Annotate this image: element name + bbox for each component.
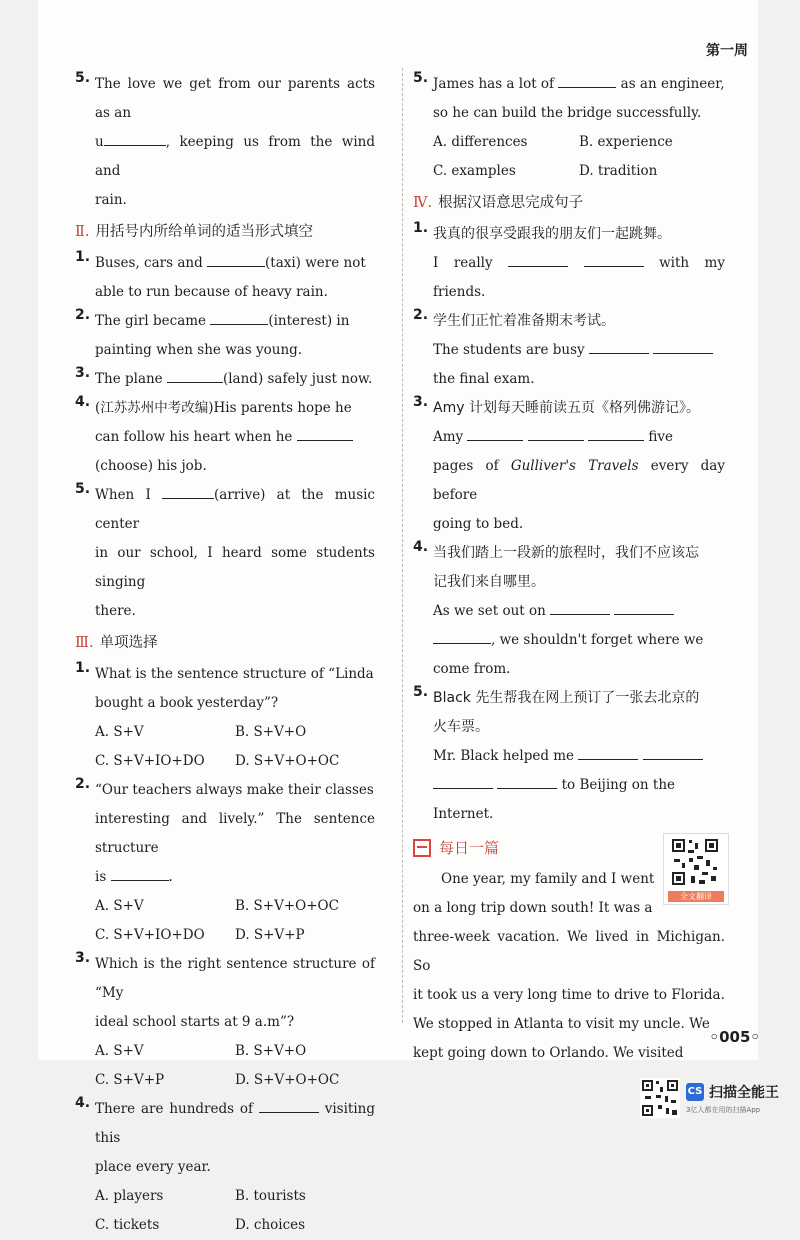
question-item — [75, 394, 375, 481]
question-number: 2. — [75, 307, 91, 323]
question-text: (land) safely just now. — [222, 371, 373, 387]
question-text: Buses, cars and — [95, 255, 208, 271]
qr-tag: 全文翻译 — [668, 891, 724, 902]
option-b[interactable]: B. tourists — [235, 1188, 306, 1204]
option-d[interactable]: D. S+V+O+OC — [235, 753, 340, 769]
section-numeral: Ⅱ. — [75, 224, 90, 240]
answer-blank[interactable] — [614, 602, 674, 615]
question-text: Amy — [433, 429, 464, 445]
answer-blank[interactable] — [162, 486, 214, 499]
question-text: The plane — [95, 371, 167, 387]
question-text: James has a lot of — [433, 76, 559, 92]
qr-code-icon — [664, 834, 726, 890]
question-text: going to bed. — [433, 516, 524, 532]
answer-blank[interactable] — [433, 776, 493, 789]
option-a[interactable]: A. S+V — [95, 724, 144, 740]
question-text: (interest) in — [268, 313, 350, 329]
question-number: 3. — [75, 365, 91, 381]
question-item — [413, 684, 725, 829]
question-item — [75, 365, 375, 394]
question-text: . — [168, 869, 173, 885]
question-text: visiting this — [95, 1101, 375, 1146]
daily-icon — [413, 839, 431, 857]
answer-blank[interactable] — [508, 254, 568, 267]
question-text: five — [648, 429, 673, 445]
question-text: is — [95, 869, 111, 885]
translation-qr[interactable] — [663, 833, 729, 905]
left-column — [75, 70, 375, 1240]
option-a[interactable]: A. players — [95, 1188, 164, 1204]
question-number: 4. — [75, 394, 91, 410]
question-item — [75, 1095, 375, 1240]
question-number: 5. — [75, 481, 91, 497]
daily-reading — [413, 833, 725, 1068]
scanner-slogan: 3亿人都在用的扫描App — [686, 1105, 761, 1114]
question-text: ideal school starts at 9 a.m”? — [95, 1014, 295, 1030]
question-text: able to run because of heavy rain. — [95, 284, 328, 300]
question-text: Internet. — [433, 806, 494, 822]
scanner-logo: CS — [686, 1083, 704, 1101]
answer-blank[interactable] — [104, 133, 166, 146]
question-text: (arrive) at the music center — [95, 487, 375, 532]
answer-blank[interactable] — [528, 428, 584, 441]
question-text: with my friends. — [433, 255, 725, 300]
option-d[interactable]: D. S+V+P — [235, 927, 305, 943]
answer-blank[interactable] — [259, 1100, 319, 1113]
question-number: 4. — [75, 1095, 91, 1111]
answer-blank[interactable] — [497, 776, 557, 789]
question-number: 4. — [413, 539, 429, 555]
chinese-prompt: 我真的很享受跟我的朋友们一起跳舞。 — [433, 226, 671, 242]
chinese-prompt: 学生们正忙着准备期末考试。 — [433, 313, 615, 329]
question-item — [75, 950, 375, 1095]
section-header — [75, 628, 375, 658]
question-number: 1. — [413, 220, 429, 236]
right-column — [413, 70, 725, 1068]
answer-blank[interactable] — [207, 254, 265, 267]
option-c[interactable]: C. S+V+IO+DO — [95, 927, 205, 943]
question-text: rain. — [95, 192, 127, 208]
question-text: The love we get from our parents acts as an — [95, 76, 375, 121]
option-b[interactable]: B. S+V+O — [235, 724, 307, 740]
passage-line: three-week vacation. We lived in Michigan. So — [413, 929, 725, 974]
option-c[interactable]: C. tickets — [95, 1217, 160, 1233]
question-text: come from. — [433, 661, 511, 677]
answer-blank[interactable] — [210, 312, 268, 325]
passage-line: One year, my family and I went — [441, 871, 655, 887]
column-divider — [402, 68, 403, 1023]
passage-line: kept going down to Orlando. We visited — [413, 1045, 684, 1061]
question-item — [413, 539, 725, 684]
option-a[interactable]: A. S+V — [95, 1043, 144, 1059]
question-text: in our school, I heard some students singing — [95, 545, 375, 590]
question-text: as an engineer, — [616, 76, 725, 92]
question-text: pages of — [433, 458, 511, 474]
scanner-watermark — [640, 1078, 779, 1118]
question-item — [75, 776, 375, 950]
question-text: (taxi) were not — [265, 255, 366, 271]
chinese-prompt: 记我们来自哪里。 — [433, 574, 545, 590]
question-text: painting when she was young. — [95, 342, 303, 358]
qr-code-icon — [640, 1078, 680, 1118]
question-text: (江苏苏州中考改编)His parents hope he — [95, 400, 352, 416]
passage-line: it took us a very long time to drive to Florida. — [413, 987, 725, 1003]
section-numeral: Ⅲ. — [75, 635, 94, 651]
question-text: I really — [433, 255, 493, 271]
option-b[interactable]: B. experience — [579, 134, 673, 150]
chinese-prompt: 火车票。 — [433, 719, 489, 735]
question-item — [413, 220, 725, 307]
question-text: “Our teachers always make their classes — [95, 782, 374, 798]
question-text: The students are busy — [433, 342, 585, 358]
week-label: 第一周 — [706, 43, 748, 59]
question-item — [413, 70, 725, 186]
question-text: so he can build the bridge successfully. — [433, 105, 702, 121]
question-text: Mr. Black helped me — [433, 748, 575, 764]
question-5-top — [75, 70, 375, 215]
answer-blank[interactable] — [588, 428, 644, 441]
question-number: 5. — [413, 684, 429, 700]
question-item — [75, 249, 375, 307]
answer-blank[interactable] — [584, 254, 644, 267]
question-text: place every year. — [95, 1159, 211, 1175]
question-text: What is the sentence structure of “Linda — [95, 666, 374, 682]
chinese-prompt: 当我们踏上一段新的旅程时，我们不应该忘 — [433, 545, 699, 561]
section-header — [75, 217, 375, 247]
option-c[interactable]: C. examples — [433, 163, 516, 179]
question-item — [75, 660, 375, 776]
scanner-brand: 扫描全能王 — [709, 1084, 779, 1101]
question-item — [413, 394, 725, 539]
answer-blank[interactable] — [467, 428, 523, 441]
question-text: bought a book yesterday”? — [95, 695, 279, 711]
question-number: 5. — [75, 70, 91, 86]
question-text: can follow his heart when he — [95, 429, 293, 445]
question-item — [413, 307, 725, 394]
option-d[interactable]: D. S+V+O+OC — [235, 1072, 340, 1088]
answer-blank[interactable] — [111, 868, 169, 881]
answer-blank[interactable] — [653, 341, 713, 354]
page-number: ◦005◦ — [709, 1028, 760, 1046]
option-c[interactable]: C. S+V+IO+DO — [95, 753, 205, 769]
answer-blank[interactable] — [167, 370, 223, 383]
question-text: to Beijing on the — [561, 777, 676, 793]
option-b[interactable]: B. S+V+O — [235, 1043, 307, 1059]
answer-blank[interactable] — [578, 747, 638, 760]
passage-line: We stopped in Atlanta to visit my uncle. We — [413, 1016, 710, 1032]
page-number-value: 005 — [719, 1028, 751, 1046]
question-text: When I — [95, 487, 163, 503]
question-number: 2. — [75, 776, 91, 792]
daily-title: 每日一篇 — [439, 839, 500, 857]
question-text: every day before — [433, 458, 725, 503]
answer-blank[interactable] — [643, 747, 703, 760]
option-d[interactable]: D. tradition — [579, 163, 658, 179]
question-text: (choose) his job. — [95, 458, 207, 474]
question-text: interesting and lively.” The sentence structure — [95, 811, 375, 856]
chinese-prompt: Black 先生帮我在网上预订了一张去北京的 — [433, 690, 700, 706]
section-title: 单项选择 — [99, 635, 158, 651]
answer-blank[interactable] — [589, 341, 649, 354]
chinese-prompt: Amy 计划每天睡前读五页《格列佛游记》。 — [433, 400, 700, 416]
option-b[interactable]: B. S+V+O+OC — [235, 898, 339, 914]
question-text: The girl became — [95, 313, 211, 329]
question-text: there. — [95, 603, 136, 619]
option-d[interactable]: D. choices — [235, 1217, 306, 1233]
question-text: u — [95, 134, 104, 150]
option-a[interactable]: A. differences — [433, 134, 528, 150]
option-a[interactable]: A. S+V — [95, 898, 144, 914]
answer-blank[interactable] — [433, 631, 491, 644]
book-title: Gulliver's Travels — [510, 458, 639, 474]
question-number: 1. — [75, 660, 91, 676]
answer-blank[interactable] — [550, 602, 610, 615]
question-text: the final exam. — [433, 371, 535, 387]
section-title: 用括号内所给单词的适当形式填空 — [95, 224, 313, 240]
question-number: 3. — [413, 394, 429, 410]
question-number: 2. — [413, 307, 429, 323]
question-text: , we shouldn't forget where we — [491, 632, 704, 648]
answer-blank[interactable] — [297, 428, 353, 441]
passage-line: on a long trip down south! It was a — [413, 900, 653, 916]
answer-blank[interactable] — [558, 75, 616, 88]
question-item — [75, 481, 375, 626]
question-number: 3. — [75, 950, 91, 966]
question-number: 1. — [75, 249, 91, 265]
option-c[interactable]: C. S+V+P — [95, 1072, 165, 1088]
question-item — [75, 307, 375, 365]
section-numeral: Ⅳ. — [413, 195, 433, 211]
question-text: , keeping us from the wind and — [95, 134, 375, 179]
question-text: As we set out on — [433, 603, 546, 619]
section-header — [413, 188, 725, 218]
question-text: There are hundreds of — [95, 1101, 259, 1117]
section-title: 根据汉语意思完成句子 — [438, 195, 584, 211]
question-text: Which is the right sentence structure of “My — [95, 956, 375, 1001]
question-number: 5. — [413, 70, 429, 86]
